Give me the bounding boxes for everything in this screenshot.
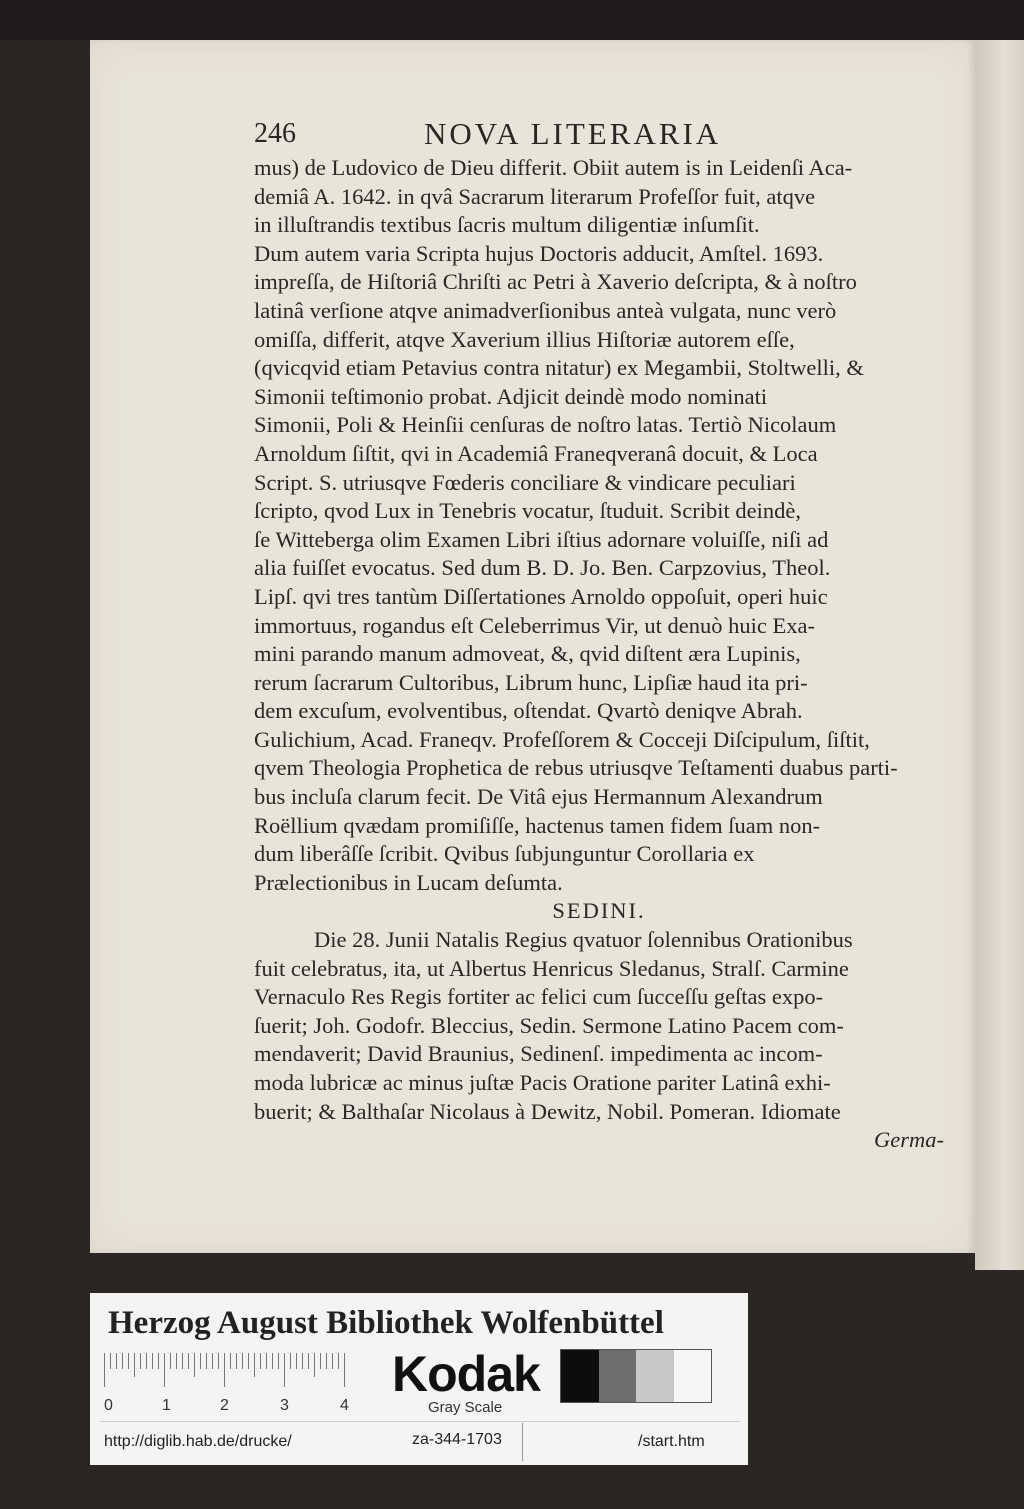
ruler-tick xyxy=(146,1353,147,1369)
text-line: buerit; & Balthaſar Nicolaus à Dewitz, Nobil. Pomeran. Idiomate xyxy=(254,1098,841,1124)
section-heading: SEDINI. xyxy=(552,898,646,924)
library-target-card xyxy=(90,1293,748,1465)
ruler-tick xyxy=(206,1353,207,1369)
text-line: in illuſtrandis textibus ſacris multum diligentiæ inſumſit. xyxy=(254,212,760,238)
text-line: dum liberâſſe ſcribit. Qvibus ſubjunguntur Corollaria ex xyxy=(254,841,755,867)
ruler-tick xyxy=(224,1353,225,1387)
ruler-tick xyxy=(164,1353,165,1387)
gray-scale-label: Gray Scale xyxy=(428,1399,503,1416)
text-line: Die 28. Junii Natalis Regius qvatuor ſolennibus Orationibus xyxy=(314,927,853,953)
scale-ruler xyxy=(104,1353,364,1387)
page-number: 246 xyxy=(254,118,296,149)
text-line: Roëllium qvædam promiſiſſe, hactenus tamen fidem ſuam non- xyxy=(254,812,821,838)
ruler-tick xyxy=(134,1353,135,1377)
ruler-tick xyxy=(104,1353,105,1387)
text-line: ſuerit; Joh. Godofr. Bleccius, Sedin. Sermone Latino Pacem com- xyxy=(254,1012,844,1038)
kodak-logo: Kodak xyxy=(392,1346,540,1402)
page-body xyxy=(254,154,944,1155)
text-line: Simonii, Poli & Heinſii cenſuras de noſtro latas. Tertiò Nicolaum xyxy=(254,412,837,438)
text-line: ſcripto, qvod Lux in Tenebris vocatur, ſtuduit. Scribit deindè, xyxy=(254,498,802,524)
ruler-tick xyxy=(236,1353,237,1369)
ruler-tick xyxy=(326,1353,327,1369)
ruler-tick xyxy=(140,1353,141,1369)
ruler-tick xyxy=(176,1353,177,1369)
scale-number: 4 xyxy=(340,1397,349,1414)
gray-swatches xyxy=(560,1349,712,1403)
scale-number: 0 xyxy=(104,1397,113,1414)
ruler-tick xyxy=(278,1353,279,1369)
text-line: latinâ verſione atqve animadverſionibus anteà vulgata, nunc verò xyxy=(254,297,837,323)
adjacent-page-edge xyxy=(975,40,1024,1270)
ruler-tick xyxy=(266,1353,267,1369)
text-line: alia fuiſſet evocatus. Sed dum B. D. Jo. Ben. Carpzovius, Theol. xyxy=(254,555,831,581)
ruler-tick xyxy=(308,1353,309,1369)
ruler-tick xyxy=(230,1353,231,1369)
ruler-tick xyxy=(302,1353,303,1369)
ruler-tick xyxy=(158,1353,159,1369)
swatch-white xyxy=(674,1350,712,1402)
swatch-black xyxy=(561,1350,599,1402)
ruler-tick xyxy=(248,1353,249,1369)
text-line: demiâ A. 1642. in qvâ Sacrarum literarum Profeſſor fuit, atqve xyxy=(254,183,816,209)
text-line: Vernaculo Res Regis fortiter ac felici cum ſucceſſu geſtas expo- xyxy=(254,984,824,1010)
ruler-tick xyxy=(200,1353,201,1369)
ruler-tick xyxy=(128,1353,129,1369)
text-line: mendaverit; David Braunius, Sedinenſ. impedimenta ac incom- xyxy=(254,1041,823,1067)
scan-background-top xyxy=(0,0,1024,40)
text-line: rerum ſacrarum Cultoribus, Librum hunc, Lipſiæ haud ita pri- xyxy=(254,669,808,695)
text-line: omiſſa, differit, atqve Xaverium illius Hiſtoriæ autorem eſſe, xyxy=(254,326,795,352)
running-title: NOVA LITERARIA xyxy=(424,116,722,151)
ruler-tick xyxy=(116,1353,117,1369)
text-line: (qvicqvid etiam Petavius contra nitatur) ex Megambii, Stoltwelli, & xyxy=(254,355,864,381)
text-line: moda lubricæ ac minus juſtæ Pacis Oratione pariter Latinâ exhi- xyxy=(254,1070,831,1095)
text-line: bus incluſa clarum fecit. De Vitâ ejus Hermannum Alexandrum xyxy=(254,784,823,810)
ruler-tick xyxy=(344,1353,345,1387)
text-line: Lipſ. qvi tres tantùm Diſſertationes Arnoldo oppoſuit, operi huic xyxy=(254,583,828,609)
ruler-tick xyxy=(212,1353,213,1369)
ruler-tick xyxy=(110,1353,111,1369)
text-line: mus) de Ludovico de Dieu differit. Obiit autem is in Leidenſi Aca- xyxy=(254,155,853,180)
ruler-tick xyxy=(194,1353,195,1377)
library-name: Herzog August Bibliothek Wolfenbüttel xyxy=(108,1305,664,1341)
ruler-tick xyxy=(242,1353,243,1369)
ruler-tick xyxy=(272,1353,273,1369)
text-line: qvem Theologia Prophetica de rebus utriusqve Teſtamenti duabus parti- xyxy=(254,755,898,781)
text-line: fuit celebratus, ita, ut Albertus Henricus Sledanus, Stralſ. Carmine xyxy=(254,955,849,981)
ruler-tick xyxy=(314,1353,315,1377)
ruler-tick xyxy=(320,1353,321,1369)
start-path: /start.htm xyxy=(638,1433,705,1450)
ruler-tick xyxy=(188,1353,189,1369)
swatch-light xyxy=(636,1350,674,1402)
ruler-tick xyxy=(170,1353,171,1369)
text-line: immortuus, rogandus eſt Celeberrimus Vir, ut denuò huic Exa- xyxy=(254,612,815,638)
text-line: Prælectionibus in Lucam deſumta. xyxy=(254,869,563,895)
ruler-tick xyxy=(338,1353,339,1369)
text-line: mini parando manum admoveat, &, qvid diſtent æra Lupinis, xyxy=(254,641,801,667)
text-line: dem excuſum, evolventibus, oſtendat. Qvartò deniqve Abrah. xyxy=(254,698,803,724)
ruler-tick xyxy=(122,1353,123,1369)
card-divider xyxy=(100,1421,740,1422)
text-line: ſe Witteberga olim Examen Libri iſtius adornare voluiſſe, niſi ad xyxy=(254,526,829,552)
text-line: impreſſa, de Hiſtoriâ Chriſti ac Petri à Xaverio deſcripta, & à noſtro xyxy=(254,269,857,295)
digital-library-url: http://diglib.hab.de/drucke/ xyxy=(104,1433,292,1450)
ruler-tick xyxy=(332,1353,333,1369)
text-line: Gulichium, Acad. Franeqv. Profeſſorem & Cocceji Diſcipulum, ſiſtit, xyxy=(254,726,870,752)
scale-number: 1 xyxy=(162,1397,171,1414)
text-line: Dum autem varia Scripta hujus Doctoris adducit, Amſtel. 1693. xyxy=(254,240,824,266)
ruler-tick xyxy=(260,1353,261,1369)
swatch-gray xyxy=(599,1350,637,1402)
page-header xyxy=(254,118,894,158)
ruler-tick xyxy=(296,1353,297,1369)
ruler-tick xyxy=(182,1353,183,1369)
text-line: Script. S. utriusqve Fœderis conciliare & vindicare peculiari xyxy=(254,469,796,495)
field-separator xyxy=(522,1423,523,1461)
text-line: Simonii teſtimonio probat. Adjicit deindè modo nominati xyxy=(254,383,768,409)
ruler-tick xyxy=(254,1353,255,1377)
ruler-tick xyxy=(152,1353,153,1369)
ruler-tick xyxy=(218,1353,219,1369)
shelfmark: za-344-1703 xyxy=(412,1431,502,1448)
catchword: Germa- xyxy=(874,1127,944,1153)
ruler-tick xyxy=(290,1353,291,1369)
scale-number: 3 xyxy=(280,1397,289,1414)
ruler-tick xyxy=(284,1353,285,1387)
text-line: Arnoldum ſiſtit, qvi in Academiâ Franeqveranâ docuit, & Loca xyxy=(254,440,818,466)
scale-number: 2 xyxy=(220,1397,229,1414)
